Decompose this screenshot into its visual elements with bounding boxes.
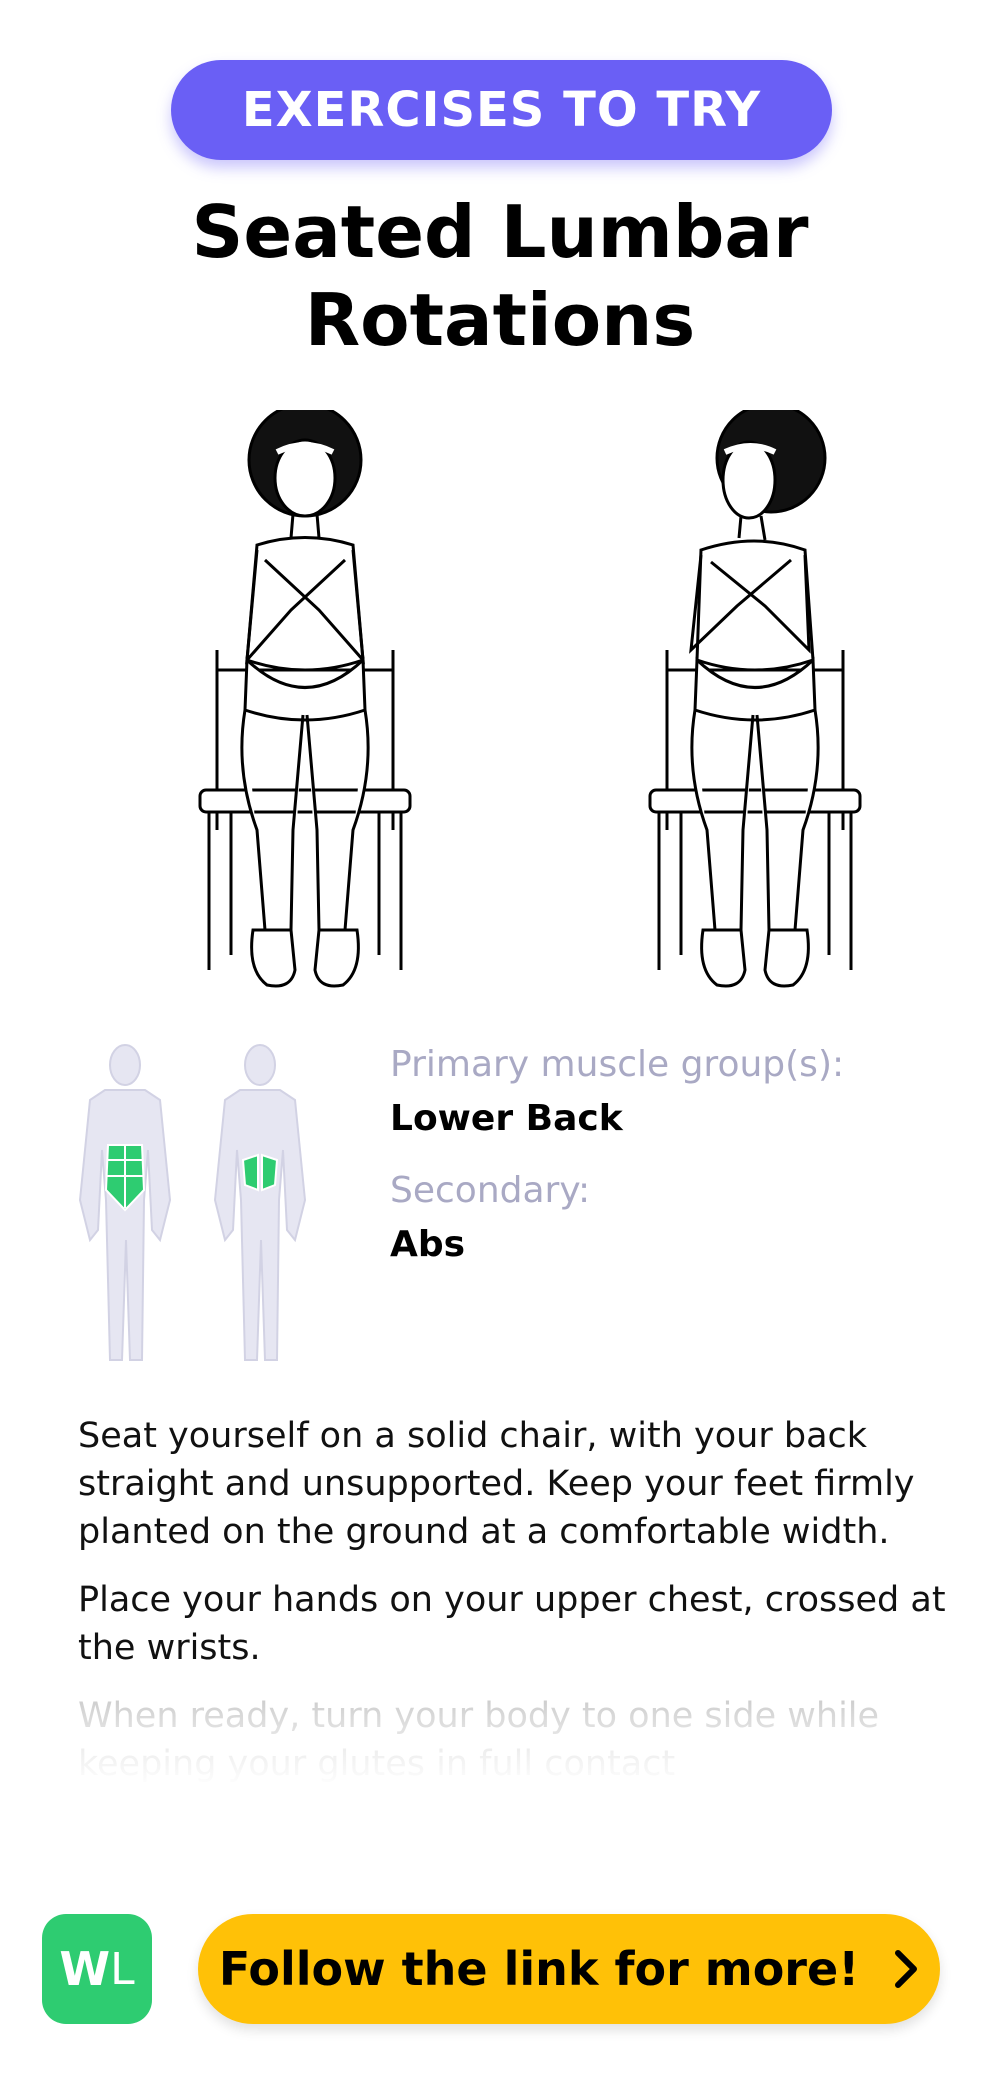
primary-muscle-value: Lower Back [390,1098,623,1139]
app-logo[interactable] [42,1914,152,2024]
description-paragraph-faded: When ready, turn your body to one side while keeping your glutes in full contact [78,1692,958,1788]
logo-letter-l: L [110,1943,135,1995]
chevron-right-icon [893,1949,919,1989]
follow-link-button[interactable] [198,1914,940,2024]
exercise-illustration-front [195,410,415,1000]
exercise-title: Seated Lumbar Rotations [191,190,809,362]
secondary-muscle-value: Abs [390,1224,466,1265]
secondary-muscle-label: Secondary: [390,1170,591,1211]
description-paragraph: Seat yourself on a solid chair, with your back straight and unsupported. Keep your feet firmly planted on the ground at a comfortable width. [78,1416,915,1552]
follow-link-label: Follow the link for more! [218,1942,860,1996]
exercise-description [78,1412,958,1808]
muscle-groups-info [390,1038,950,1290]
exercises-badge: EXERCISES TO TRY [171,60,832,160]
logo-letter-w: W [59,1942,111,1996]
muscle-map [60,1040,335,1370]
body-back-diagram [215,1045,305,1360]
exercise-illustration-rotated [645,410,865,1000]
primary-muscle-label: Primary muscle group(s): [390,1044,845,1085]
description-paragraph: Place your hands on your upper chest, crossed at the wrists. [78,1580,946,1668]
